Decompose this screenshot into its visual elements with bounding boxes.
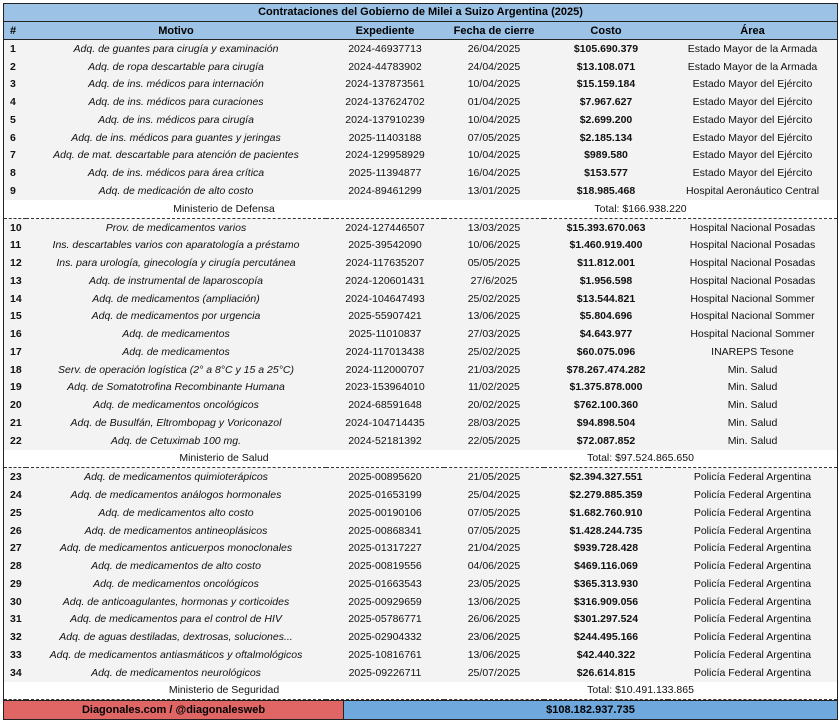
row-area: Policía Federal Argentina xyxy=(668,468,837,486)
row-fecha: 10/06/2025 xyxy=(444,236,544,254)
table-row xyxy=(4,414,837,432)
row-costo: $26.614.815 xyxy=(544,664,668,682)
table-row xyxy=(4,40,837,58)
row-fecha: 13/06/2025 xyxy=(444,307,544,325)
table-row xyxy=(4,379,837,397)
row-number: 1 xyxy=(4,40,26,58)
table-row xyxy=(4,557,837,575)
row-motivo: Prov. de medicamentos varios xyxy=(26,218,326,236)
row-area: Min. Salud xyxy=(668,396,837,414)
footer-bar xyxy=(4,700,837,719)
table-body xyxy=(4,40,837,700)
row-number: 21 xyxy=(4,414,26,432)
contracts-table xyxy=(4,22,837,700)
row-costo: $1.375.878.000 xyxy=(544,379,668,397)
row-expediente: 2024-104714435 xyxy=(326,414,444,432)
row-costo: $18.985.468 xyxy=(544,182,668,200)
row-costo: $365.313.930 xyxy=(544,575,668,593)
row-area: Hospital Nacional Sommer xyxy=(668,290,837,308)
row-expediente: 2025-00190106 xyxy=(326,504,444,522)
header-expediente: Expediente xyxy=(326,22,444,40)
table-row xyxy=(4,147,837,165)
row-area: Hospital Nacional Posadas xyxy=(668,218,837,236)
row-motivo: Adq. de ropa descartable para cirugía xyxy=(26,58,326,76)
row-fecha: 10/04/2025 xyxy=(444,111,544,129)
row-expediente: 2024-127446507 xyxy=(326,218,444,236)
row-expediente: 2023-153964010 xyxy=(326,379,444,397)
row-expediente: 2025-01317227 xyxy=(326,539,444,557)
row-number: 32 xyxy=(4,628,26,646)
row-area: Min. Salud xyxy=(668,414,837,432)
row-expediente: 2024-104647493 xyxy=(326,290,444,308)
row-expediente: 2025-11403188 xyxy=(326,129,444,147)
row-costo: $78.267.474.282 xyxy=(544,361,668,379)
table-row xyxy=(4,646,837,664)
row-costo: $244.495.166 xyxy=(544,628,668,646)
row-number: 18 xyxy=(4,361,26,379)
row-fecha: 13/01/2025 xyxy=(444,182,544,200)
row-area: Policía Federal Argentina xyxy=(668,486,837,504)
row-number: 31 xyxy=(4,611,26,629)
row-motivo: Adq. de instrumental de laparoscopía xyxy=(26,272,326,290)
row-costo: $105.690.379 xyxy=(544,40,668,58)
row-expediente: 2024-137873561 xyxy=(326,76,444,94)
row-number: 16 xyxy=(4,325,26,343)
row-number: 23 xyxy=(4,468,26,486)
ministry-total-row xyxy=(4,450,837,468)
row-motivo: Adq. de medicamentos para el control de HIV xyxy=(26,611,326,629)
row-fecha: 13/06/2025 xyxy=(444,593,544,611)
table-row xyxy=(4,58,837,76)
row-number: 27 xyxy=(4,539,26,557)
row-area: Estado Mayor del Ejército xyxy=(668,147,837,165)
row-motivo: Adq. de ins. médicos para cirugía xyxy=(26,111,326,129)
row-area: Hospital Nacional Posadas xyxy=(668,236,837,254)
row-fecha: 25/07/2025 xyxy=(444,664,544,682)
table-row xyxy=(4,111,837,129)
row-fecha: 07/05/2025 xyxy=(444,129,544,147)
row-area: Estado Mayor del Ejército xyxy=(668,111,837,129)
row-expediente: 2025-01663543 xyxy=(326,575,444,593)
row-costo: $13.108.071 xyxy=(544,58,668,76)
row-number: 2 xyxy=(4,58,26,76)
table-row xyxy=(4,76,837,94)
table-row xyxy=(4,361,837,379)
row-motivo: Adq. de medicamentos oncológicos xyxy=(26,396,326,414)
ministry-label: Ministerio de Salud xyxy=(4,450,444,468)
row-number: 29 xyxy=(4,575,26,593)
table-row xyxy=(4,468,837,486)
table-row xyxy=(4,575,837,593)
row-expediente: 2025-01653199 xyxy=(326,486,444,504)
row-motivo: Adq. de medicamentos xyxy=(26,325,326,343)
table-row xyxy=(4,182,837,200)
row-number: 26 xyxy=(4,522,26,540)
row-fecha: 25/04/2025 xyxy=(444,486,544,504)
row-motivo: Ins. para urología, ginecología y cirugía percutánea xyxy=(26,254,326,272)
row-number: 20 xyxy=(4,396,26,414)
row-number: 11 xyxy=(4,236,26,254)
row-motivo: Adq. de ins. médicos para área crítica xyxy=(26,164,326,182)
row-costo: $1.956.598 xyxy=(544,272,668,290)
table-row xyxy=(4,486,837,504)
row-area: Policía Federal Argentina xyxy=(668,557,837,575)
table-row xyxy=(4,325,837,343)
row-fecha: 10/04/2025 xyxy=(444,76,544,94)
row-expediente: 2025-39542090 xyxy=(326,236,444,254)
row-area: Hospital Nacional Sommer xyxy=(668,307,837,325)
row-motivo: Adq. de medicamentos (ampliación) xyxy=(26,290,326,308)
row-number: 8 xyxy=(4,164,26,182)
row-fecha: 28/03/2025 xyxy=(444,414,544,432)
table-row xyxy=(4,307,837,325)
row-number: 9 xyxy=(4,182,26,200)
table-row xyxy=(4,396,837,414)
row-fecha: 23/06/2025 xyxy=(444,628,544,646)
row-costo: $94.898.504 xyxy=(544,414,668,432)
row-number: 13 xyxy=(4,272,26,290)
row-motivo: Adq. de medicamentos de alto costo xyxy=(26,557,326,575)
table-row xyxy=(4,522,837,540)
row-motivo: Adq. de aguas destiladas, dextrosas, soluciones... xyxy=(26,628,326,646)
row-fecha: 27/6/2025 xyxy=(444,272,544,290)
row-area: Policía Federal Argentina xyxy=(668,522,837,540)
row-number: 12 xyxy=(4,254,26,272)
header-area: Área xyxy=(668,22,837,40)
row-number: 6 xyxy=(4,129,26,147)
row-fecha: 07/05/2025 xyxy=(444,504,544,522)
row-area: Estado Mayor de la Armada xyxy=(668,40,837,58)
row-area: Min. Salud xyxy=(668,361,837,379)
row-number: 5 xyxy=(4,111,26,129)
ministry-total: Total: $166.938.220 xyxy=(444,200,837,218)
row-motivo: Adq. de medicamentos antiasmáticos y oftalmológicos xyxy=(26,646,326,664)
row-fecha: 13/03/2025 xyxy=(444,218,544,236)
ministry-label: Ministerio de Seguridad xyxy=(4,682,444,700)
row-fecha: 07/05/2025 xyxy=(444,522,544,540)
table-row xyxy=(4,504,837,522)
row-costo: $316.909.056 xyxy=(544,593,668,611)
row-motivo: Adq. de medicamentos antineoplásicos xyxy=(26,522,326,540)
row-number: 25 xyxy=(4,504,26,522)
row-number: 10 xyxy=(4,218,26,236)
row-expediente: 2025-05786771 xyxy=(326,611,444,629)
row-area: Hospital Nacional Posadas xyxy=(668,272,837,290)
table-row xyxy=(4,93,837,111)
row-expediente: 2024-44783902 xyxy=(326,58,444,76)
header-motivo: Motivo xyxy=(26,22,326,40)
row-motivo: Adq. de ins. médicos para guantes y jeringas xyxy=(26,129,326,147)
row-motivo: Ins. descartables varios con aparatología a préstamo xyxy=(26,236,326,254)
row-fecha: 11/02/2025 xyxy=(444,379,544,397)
row-number: 30 xyxy=(4,593,26,611)
row-costo: $989.580 xyxy=(544,147,668,165)
row-motivo: Adq. de medicamentos por urgencia xyxy=(26,307,326,325)
row-fecha: 20/02/2025 xyxy=(444,396,544,414)
row-area: Policía Federal Argentina xyxy=(668,611,837,629)
row-costo: $15.159.184 xyxy=(544,76,668,94)
row-number: 17 xyxy=(4,343,26,361)
row-expediente: 2025-00895620 xyxy=(326,468,444,486)
row-number: 4 xyxy=(4,93,26,111)
footer-grand-total: $108.182.937.735 xyxy=(344,701,837,719)
row-number: 3 xyxy=(4,76,26,94)
row-expediente: 2024-137624702 xyxy=(326,93,444,111)
table-row xyxy=(4,254,837,272)
row-costo: $42.440.322 xyxy=(544,646,668,664)
table-row xyxy=(4,129,837,147)
row-costo: $1.682.760.910 xyxy=(544,504,668,522)
row-area: INAREPS Tesone xyxy=(668,343,837,361)
row-area: Estado Mayor del Ejército xyxy=(668,93,837,111)
row-motivo: Adq. de medicamentos quimioterápicos xyxy=(26,468,326,486)
row-expediente: 2024-129958929 xyxy=(326,147,444,165)
row-expediente: 2025-02904332 xyxy=(326,628,444,646)
row-expediente: 2024-112000707 xyxy=(326,361,444,379)
row-costo: $60.075.096 xyxy=(544,343,668,361)
table-row xyxy=(4,539,837,557)
row-expediente: 2025-00868341 xyxy=(326,522,444,540)
row-costo: $72.087.852 xyxy=(544,432,668,450)
row-fecha: 05/05/2025 xyxy=(444,254,544,272)
row-costo: $153.577 xyxy=(544,164,668,182)
row-area: Estado Mayor del Ejército xyxy=(668,164,837,182)
row-number: 19 xyxy=(4,379,26,397)
row-expediente: 2025-11394877 xyxy=(326,164,444,182)
row-expediente: 2025-11010837 xyxy=(326,325,444,343)
row-number: 33 xyxy=(4,646,26,664)
row-fecha: 26/04/2025 xyxy=(444,40,544,58)
row-costo: $2.699.200 xyxy=(544,111,668,129)
row-expediente: 2024-89461299 xyxy=(326,182,444,200)
row-motivo: Adq. de Busulfán, Eltrombopag y Voriconazol xyxy=(26,414,326,432)
row-area: Policía Federal Argentina xyxy=(668,664,837,682)
row-motivo: Adq. de mat. descartable para atención de pacientes xyxy=(26,147,326,165)
table-row xyxy=(4,664,837,682)
row-number: 24 xyxy=(4,486,26,504)
row-costo: $2.185.134 xyxy=(544,129,668,147)
row-expediente: 2025-55907421 xyxy=(326,307,444,325)
row-area: Min. Salud xyxy=(668,379,837,397)
row-expediente: 2024-68591648 xyxy=(326,396,444,414)
row-number: 22 xyxy=(4,432,26,450)
row-costo: $4.643.977 xyxy=(544,325,668,343)
header-costo: Costo xyxy=(544,22,668,40)
row-fecha: 22/05/2025 xyxy=(444,432,544,450)
row-area: Hospital Aeronáutico Central xyxy=(668,182,837,200)
row-expediente: 2024-120601431 xyxy=(326,272,444,290)
row-motivo: Adq. de Somatotrofina Recombinante Humana xyxy=(26,379,326,397)
row-motivo: Adq. de anticoagulantes, hormonas y corticoides xyxy=(26,593,326,611)
ministry-total: Total: $10.491.133.865 xyxy=(444,682,837,700)
row-area: Policía Federal Argentina xyxy=(668,593,837,611)
row-fecha: 10/04/2025 xyxy=(444,147,544,165)
row-expediente: 2024-46937713 xyxy=(326,40,444,58)
row-fecha: 01/04/2025 xyxy=(444,93,544,111)
row-area: Policía Federal Argentina xyxy=(668,539,837,557)
row-area: Hospital Nacional Sommer xyxy=(668,325,837,343)
row-motivo: Adq. de Cetuximab 100 mg. xyxy=(26,432,326,450)
header-fecha: Fecha de cierre xyxy=(444,22,544,40)
row-costo: $1.460.919.400 xyxy=(544,236,668,254)
row-motivo: Adq. de ins. médicos para curaciones xyxy=(26,93,326,111)
row-motivo: Adq. de medicamentos oncológicos xyxy=(26,575,326,593)
ministry-total: Total: $97.524.865.650 xyxy=(444,450,837,468)
row-costo: $11.812.001 xyxy=(544,254,668,272)
row-motivo: Adq. de guantes para cirugía y examinación xyxy=(26,40,326,58)
row-fecha: 21/03/2025 xyxy=(444,361,544,379)
row-expediente: 2024-52181392 xyxy=(326,432,444,450)
row-costo: $469.116.069 xyxy=(544,557,668,575)
table-title: Contrataciones del Gobierno de Milei a Suizo Argentina (2025) xyxy=(4,4,837,22)
row-expediente: 2024-137910239 xyxy=(326,111,444,129)
row-costo: $13.544.821 xyxy=(544,290,668,308)
footer-source: Diagonales.com / @diagonalesweb xyxy=(4,701,344,719)
row-costo: $2.394.327.551 xyxy=(544,468,668,486)
row-fecha: 16/04/2025 xyxy=(444,164,544,182)
row-motivo: Adq. de medicamentos xyxy=(26,343,326,361)
row-area: Estado Mayor de la Armada xyxy=(668,58,837,76)
ministry-total-row xyxy=(4,200,837,218)
table-row xyxy=(4,593,837,611)
table-row xyxy=(4,272,837,290)
row-costo: $7.967.627 xyxy=(544,93,668,111)
table-row xyxy=(4,218,837,236)
row-number: 15 xyxy=(4,307,26,325)
row-area: Policía Federal Argentina xyxy=(668,646,837,664)
row-expediente: 2025-00819556 xyxy=(326,557,444,575)
row-fecha: 13/06/2025 xyxy=(444,646,544,664)
ministry-label: Ministerio de Defensa xyxy=(4,200,444,218)
row-motivo: Adq. de ins. médicos para internación xyxy=(26,76,326,94)
row-expediente: 2025-10816761 xyxy=(326,646,444,664)
row-number: 28 xyxy=(4,557,26,575)
row-number: 7 xyxy=(4,147,26,165)
row-expediente: 2024-117013438 xyxy=(326,343,444,361)
row-number: 34 xyxy=(4,664,26,682)
row-number: 14 xyxy=(4,290,26,308)
row-expediente: 2024-117635207 xyxy=(326,254,444,272)
contracts-table-panel xyxy=(3,3,838,720)
row-motivo: Serv. de operación logística (2° a 8°C y 15 a 25°C) xyxy=(26,361,326,379)
row-costo: $762.100.360 xyxy=(544,396,668,414)
row-motivo: Adq. de medicamentos alto costo xyxy=(26,504,326,522)
row-fecha: 23/05/2025 xyxy=(444,575,544,593)
row-fecha: 25/02/2025 xyxy=(444,343,544,361)
row-area: Min. Salud xyxy=(668,432,837,450)
row-motivo: Adq. de medicamentos anticuerpos monoclonales xyxy=(26,539,326,557)
row-costo: $5.804.696 xyxy=(544,307,668,325)
row-costo: $1.428.244.735 xyxy=(544,522,668,540)
row-expediente: 2025-09226711 xyxy=(326,664,444,682)
row-fecha: 24/04/2025 xyxy=(444,58,544,76)
row-costo: $939.728.428 xyxy=(544,539,668,557)
row-area: Policía Federal Argentina xyxy=(668,575,837,593)
table-row xyxy=(4,343,837,361)
table-row xyxy=(4,164,837,182)
row-costo: $2.279.885.359 xyxy=(544,486,668,504)
row-expediente: 2025-00929659 xyxy=(326,593,444,611)
row-fecha: 27/03/2025 xyxy=(444,325,544,343)
row-costo: $15.393.670.063 xyxy=(544,218,668,236)
row-area: Estado Mayor del Ejército xyxy=(668,76,837,94)
row-motivo: Adq. de medicamentos análogos hormonales xyxy=(26,486,326,504)
table-row xyxy=(4,432,837,450)
header-number: # xyxy=(4,22,26,40)
row-fecha: 21/05/2025 xyxy=(444,468,544,486)
table-row xyxy=(4,290,837,308)
row-costo: $301.297.524 xyxy=(544,611,668,629)
row-motivo: Adq. de medicación de alto costo xyxy=(26,182,326,200)
row-area: Hospital Nacional Posadas xyxy=(668,254,837,272)
row-fecha: 26/06/2025 xyxy=(444,611,544,629)
row-fecha: 25/02/2025 xyxy=(444,290,544,308)
row-fecha: 21/04/2025 xyxy=(444,539,544,557)
row-fecha: 04/06/2025 xyxy=(444,557,544,575)
row-area: Policía Federal Argentina xyxy=(668,628,837,646)
table-row xyxy=(4,236,837,254)
row-area: Policía Federal Argentina xyxy=(668,504,837,522)
table-row xyxy=(4,628,837,646)
header-row xyxy=(4,22,837,40)
table-row xyxy=(4,611,837,629)
row-motivo: Adq. de medicamentos neurológicos xyxy=(26,664,326,682)
ministry-total-row xyxy=(4,682,837,700)
row-area: Estado Mayor del Ejército xyxy=(668,129,837,147)
